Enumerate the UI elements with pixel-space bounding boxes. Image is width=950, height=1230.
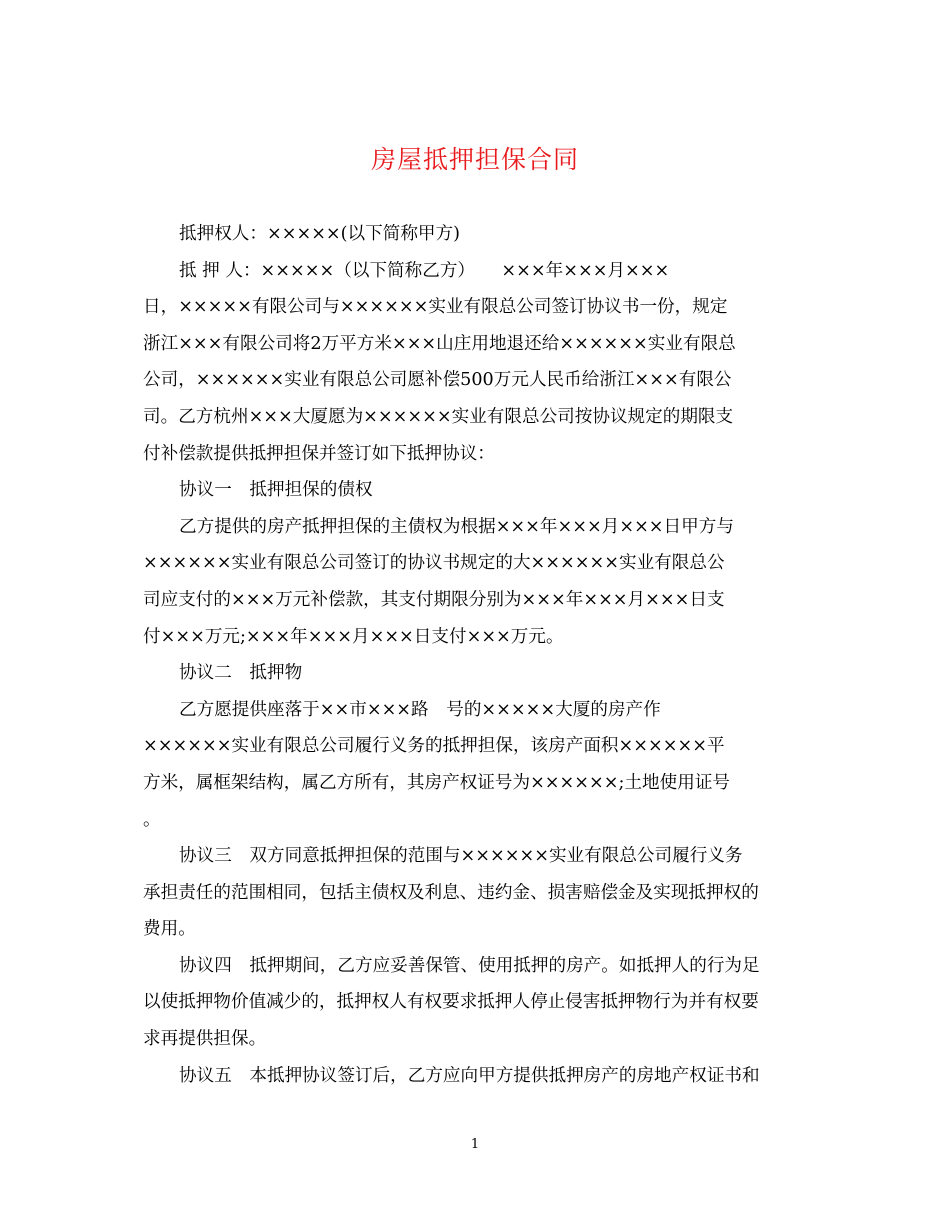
section-heading: 协议二 抵押物: [179, 663, 303, 684]
paragraph-line: 。: [143, 809, 161, 830]
document-title: 房屋抵押担保合同: [370, 145, 579, 174]
paragraph-line: 抵 押 人：×××××（以下简称乙方） ×××年×××月×××: [179, 260, 670, 281]
paragraph-line: 付×××万元;×××年×××月×××日支付×××万元。: [143, 626, 564, 647]
paragraph-line: 乙方愿提供座落于××市×××路 号的×××××大厦的房产作: [179, 699, 661, 720]
document-body: [143, 216, 811, 1094]
paragraph-line: 以使抵押物价值减少的，抵押权人有权要求抵押人停止侵害抵押物行为并有权要: [143, 992, 759, 1013]
paragraph-line: 协议四 抵押期间，乙方应妥善保管、使用抵押的房产。如抵押人的行为足: [179, 955, 760, 976]
paragraph-line: 司应支付的×××万元补偿款，其支付期限分别为×××年×××月×××日支: [143, 589, 725, 610]
paragraph-line: 浙江×××有限公司将2万平方米×××山庄用地退还给××××××实业有限总: [143, 333, 736, 354]
paragraph-line: 协议五 本抵押协议签订后，乙方应向甲方提供抵押房产的房地产权证书和: [179, 1065, 760, 1086]
paragraph-line: 方米，属框架结构，属乙方所有，其房产权证号为××××××;土地使用证号: [143, 772, 731, 793]
page-number: 1: [470, 1137, 480, 1152]
paragraph-line: 付补偿款提供抵押担保并签订如下抵押协议：: [143, 443, 495, 464]
paragraph-line: ××××××实业有限总公司履行义务的抵押担保，该房产面积××××××平: [143, 736, 725, 757]
paragraph-line: 费用。: [143, 919, 196, 940]
paragraph-line: 司。乙方杭州×××大厦愿为××××××实业有限总公司按协议规定的期限支: [143, 406, 734, 427]
paragraph-line: 承担责任的范围相同，包括主债权及利息、违约金、损害赔偿金及实现抵押权的: [143, 882, 759, 903]
paragraph-line: 求再提供担保。: [143, 1029, 267, 1050]
paragraph-line: 乙方提供的房产抵押担保的主债权为根据×××年×××月×××日甲方与: [179, 516, 734, 537]
section-heading: 协议一 抵押担保的债权: [179, 480, 373, 501]
paragraph-line: 抵押权人：×××××(以下简称甲方): [179, 224, 460, 244]
paragraph-line: ××××××实业有限总公司签订的协议书规定的大××××××实业有限总公: [143, 553, 725, 574]
paragraph-line: 公司，××××××实业有限总公司愿补偿500万元人民币给浙江×××有限公: [143, 370, 732, 391]
paragraph-line: 协议三 双方同意抵押担保的范围与××××××实业有限总公司履行义务: [179, 846, 743, 867]
paragraph-line: 日，×××××有限公司与××××××实业有限总公司签订协议书一份，规定: [143, 297, 728, 318]
